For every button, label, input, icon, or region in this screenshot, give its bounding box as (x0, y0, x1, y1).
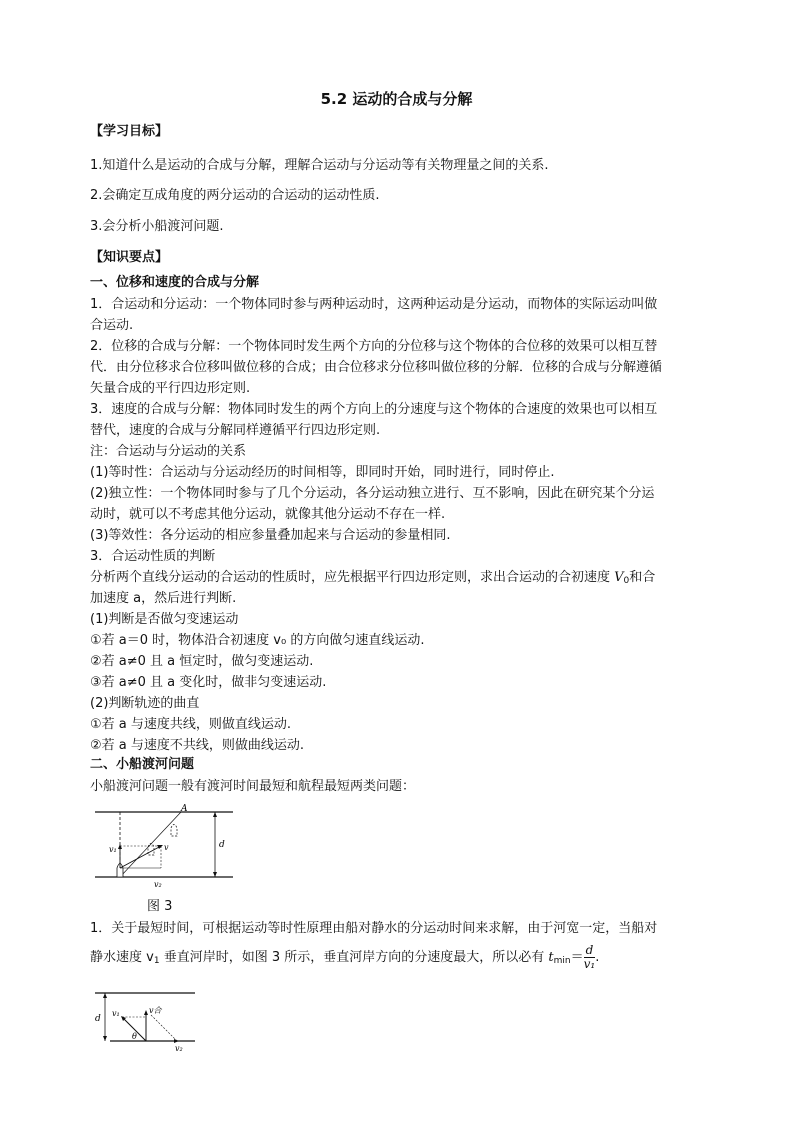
judge-line: ①若 a 与速度共线，则做直线运动. (90, 717, 292, 732)
arrowhead (103, 993, 107, 998)
boat-ghost-icon (171, 825, 177, 837)
section1-line: 替代，速度的合成与分解同样遵循平行四边形定则. (90, 423, 381, 438)
v-arrow (120, 846, 161, 868)
goal-item: 1.知道什么是运动的合成与分解，理解合运动与分运动等有关物理量之间的关系. (90, 158, 549, 173)
arrowhead (213, 872, 217, 877)
judge-line: (2)判断轨迹的曲直 (90, 696, 200, 711)
v2-label: v₂ (154, 880, 162, 889)
section1-line: 1．合运动和分运动：一个物体同时参与两种运动时，这两种运动是分运动，而物体的实际运动叫做 (90, 297, 658, 312)
section1-line: (1)等时性：合运动与分运动经历的时间相等，即同时开始，同时进行，同时停止. (90, 465, 555, 480)
arrowhead (118, 844, 122, 849)
section1-line: 动时，就可以不考虑其他分运动，就像其他分运动不存在一样. (90, 507, 446, 522)
judge-line: ②若 a 与速度不共线，则做曲线运动. (90, 738, 305, 753)
boat-ghost-icon (148, 844, 154, 856)
paragraph-line: 1．关于最短时间，可根据运动等时性原理由船对静水的分运动时间来求解，由于河宽一定，当船对 (90, 921, 658, 936)
figure-3-caption: 图 3 (147, 899, 173, 914)
section1-line: 3．速度的合成与分解：物体同时发生的两个方向上的分速度与这个物体的合速度的效果也可以相互 (90, 402, 658, 417)
section1-line: 合运动. (90, 318, 134, 333)
d-label: d (95, 1014, 101, 1024)
dashed-diagonal (151, 1015, 177, 1041)
section2-heading: 二、小船渡河问题 (90, 757, 195, 772)
d-label: d (219, 840, 225, 850)
v1-label: v₁ (109, 845, 117, 854)
section2-intro: 小船渡河问题一般有渡河时间最短和航程最短两类问题： (90, 779, 416, 794)
resultant-path (120, 812, 181, 877)
page-title: 5.2 运动的合成与分解 (320, 90, 473, 108)
arrowhead (174, 1039, 179, 1043)
v1-label: v₁ (112, 1009, 120, 1018)
figure-3-boat-diagram (95, 800, 240, 892)
goal-item: 2.会确定互成角度的两分运动的合运动的运动性质. (90, 188, 380, 203)
section1-line: 3．合运动性质的判断 (90, 549, 216, 564)
judge-line: ①若 a＝0 时，物体沿合初速度 v₀ 的方向做匀速直线运动. (90, 633, 425, 648)
section1-line: 注：合运动与分运动的关系 (90, 444, 247, 459)
v-label: v (164, 843, 169, 852)
arrowhead (213, 812, 217, 817)
section1-line: 矢量合成的平行四边形定则. (90, 381, 251, 396)
goal-item: 3.会分析小船渡河问题. (90, 219, 224, 234)
judge-line: 分析两个直线分运动的合运动的性质时，应先根据平行四边形定则，求出合运动的合初速度 $V_0$和合 (90, 570, 656, 586)
v-he-label: v合 (149, 1006, 162, 1015)
arrowhead (144, 1010, 148, 1015)
formula-fraction: $\frac{d}{\text{v₁}}$ (583, 943, 596, 971)
arrowhead (157, 845, 163, 849)
section1-heading: 一、位移和速度的合成与分解 (90, 275, 260, 290)
judge-line: (1)判断是否做匀变速运动 (90, 612, 239, 627)
section1-line: (3)等效性：各分运动的相应参量叠加起来与合运动的参量相同. (90, 528, 451, 543)
section1-line: 代．由分位移求合位移叫做位移的合成；由合位移求分位移叫做位移的分解．位移的合成与分解遵循 (90, 360, 663, 375)
point-A-label: A (181, 804, 188, 814)
section1-line: 2．位移的合成与分解：一个物体同时发生两个方向的分位移与这个物体的合位移的效果可以相互替 (90, 339, 658, 354)
section1-line: (2)独立性：一个物体同时参与了几个分运动，各分运动独立进行、互不影响，因此在研究某个分运 (90, 486, 655, 501)
judge-line: 加速度 a，然后进行判断. (90, 591, 237, 606)
theta-label: θ (132, 1032, 137, 1041)
paragraph-line: 静水速度 $v_1$ 垂直河岸时，如图 3 所示，垂直河岸方向的分速度最大，所以必有 $t_{min}=$ $\frac{d}{\text{v₁}}$ . (90, 943, 600, 971)
goals-header: 【学习目标】 (90, 124, 169, 139)
figure-4-boat-diagram (95, 988, 200, 1058)
judge-line: ②若 a≠0 且 a 恒定时，做匀变速运动. (90, 654, 314, 669)
judge-line: ③若 a≠0 且 a 变化时，做非匀变速运动. (90, 675, 327, 690)
knowledge-header: 【知识要点】 (90, 250, 169, 265)
v2-label: v₂ (175, 1044, 183, 1053)
arrowhead (103, 1036, 107, 1041)
